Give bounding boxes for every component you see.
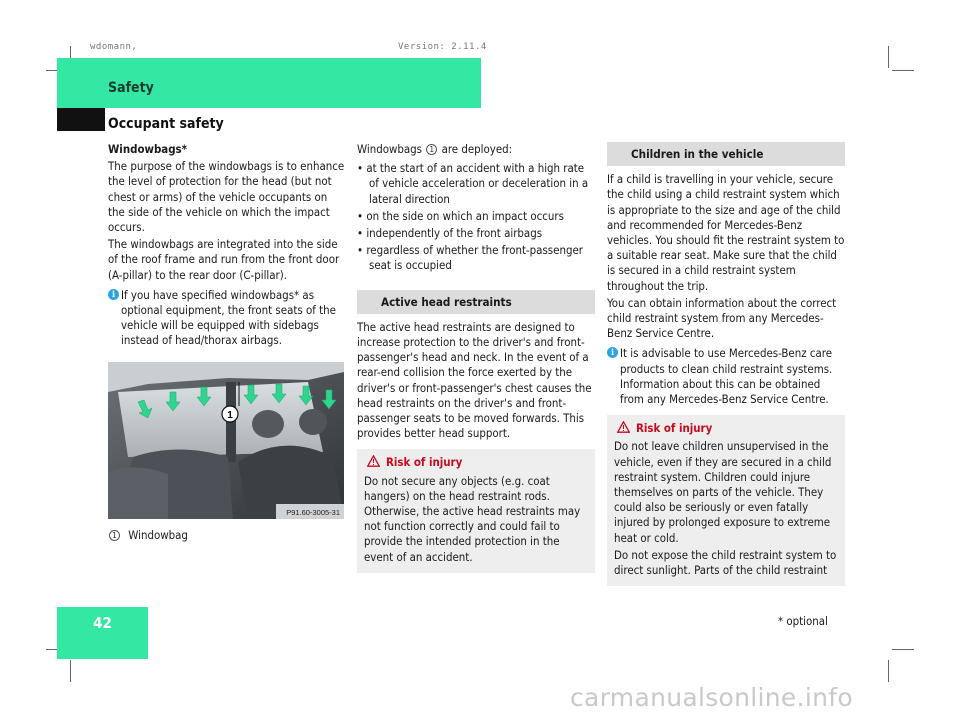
section-tab xyxy=(57,108,105,131)
windowbags-heading: Windowbags* xyxy=(108,142,188,156)
warning-text-1: Do not leave children unsupervised in the vehicle, even if they are secured in a child restraint system. Children could injure themselves on parts of the vehicle. They could also be seriously or even fatally injured by prolonged exposure to extreme heat or cold. xyxy=(614,439,832,545)
head-restraints-text: The active head restraints are designed to increase protection to the driver's and front-passenger's head and neck. In the event of a rear-end collision the force exerted by the driver's or front-passenger's chest causes the head restraints on the driver's and front-passenger seats to be moved forwards. This provides better head support. xyxy=(357,319,592,441)
crop-mark xyxy=(892,649,914,650)
info-note xyxy=(607,346,845,407)
chapter-title: Safety xyxy=(108,80,154,96)
crop-mark xyxy=(70,660,71,682)
warning-title xyxy=(614,421,839,436)
warning-box xyxy=(357,449,595,572)
crop-mark xyxy=(892,70,914,71)
bullet-text: regardless of whether the front-passenger seat is occupied xyxy=(366,243,583,273)
figure-caption xyxy=(108,528,188,542)
bullet-item: • on the side on which an impact occurs xyxy=(357,208,564,223)
warning-box xyxy=(607,415,845,586)
crop-mark xyxy=(888,660,889,682)
deploy-intro-number: 1 xyxy=(426,144,437,155)
caption-number: 1 xyxy=(109,530,120,541)
bullet-text: independently of the front airbags xyxy=(366,226,543,241)
warning-text: Do not secure any objects (e.g. coat hangers) on the head restraint rods. Otherwise, the active head restraints may not function correctly and could fail to provide the intended protection in the event of an accident. xyxy=(364,473,581,564)
caption-text: Windowbag xyxy=(128,528,188,542)
column-2 xyxy=(357,142,595,573)
children-heading: Children in the vehicle xyxy=(607,142,845,166)
column-1 xyxy=(108,142,346,349)
bullet-item: • independently of the front airbags xyxy=(357,226,543,241)
warning-title-text: Risk of injury xyxy=(386,455,463,470)
windowbags-paragraph-2: The windowbags are integrated into the side of the roof frame and run from the front door (A-pillar) to the rear door (C-pillar). xyxy=(108,237,340,282)
info-note xyxy=(108,288,346,349)
info-icon: i xyxy=(607,347,618,358)
bullet-item: • regardless of whether the front-passenger seat is occupied xyxy=(357,243,583,273)
children-paragraph-2: You can obtain information about the correct child restraint system from any Mercedes-Benz Service Centre. xyxy=(607,295,837,341)
warning-title xyxy=(364,455,589,470)
footnote: * optional xyxy=(778,614,828,628)
windowbag-photo xyxy=(108,362,344,519)
bullet-text: at the start of an accident with a high rate of vehicle acceleration or deceleration in a lateral direction xyxy=(366,161,589,206)
figure-callout: 1 xyxy=(227,410,233,421)
header-meta-left: wdomann, xyxy=(90,42,138,52)
watermark: carmanualsonline.info xyxy=(570,683,853,712)
header-meta-right: Version: 2.11.4 xyxy=(398,42,487,52)
figure-code: P91.60-3005-31 xyxy=(286,508,340,517)
deploy-intro-a: Windowbags xyxy=(357,142,423,156)
head-restraints-heading: Active head restraints xyxy=(357,290,595,314)
bullet-text: on the side on which an impact occurs xyxy=(366,208,564,223)
deploy-intro xyxy=(357,142,595,157)
info-icon: i xyxy=(108,289,119,300)
children-paragraph-1: If a child is travelling in your vehicle, secure the child using a child restraint system which is appropriate to the size and age of the child and recommended for Mercedes-Benz vehicles. You should fit the restraint system to a suitable rear seat. Make sure that the child is secured in a child restraint system throughout the trip. xyxy=(607,172,845,293)
warning-triangle-icon xyxy=(617,421,630,433)
warning-triangle-icon xyxy=(367,455,380,467)
windowbags-paragraph-1: The purpose of the windowbags is to enhance the level of protection for the head (but not chest or arms) of the vehicle occupants on the side of the vehicle on which the impact occurs. xyxy=(108,159,345,235)
crop-mark xyxy=(888,46,889,68)
page-number: 42 xyxy=(93,614,112,632)
info-note-text: It is advisable to use Mercedes-Benz care products to clean child restraint systems. Information about this can be obtained from any Mercedes-Benz Service Centre. xyxy=(620,346,833,407)
section-title: Occupant safety xyxy=(108,116,224,132)
warning-title-text: Risk of injury xyxy=(636,421,713,436)
warning-text-2: Do not expose the child restraint system to direct sunlight. Parts of the child restraint xyxy=(614,547,837,578)
info-note-text: If you have specified windowbags* as optional equipment, the front seats of the vehicle will be equipped with sidebags instead of head/thorax airbags. xyxy=(121,287,336,348)
bullet-item: • at the start of an accident with a high rate of vehicle acceleration or deceleration in a lateral direction xyxy=(357,161,589,206)
deploy-intro-b: are deployed: xyxy=(441,142,513,156)
column-3 xyxy=(607,142,845,586)
